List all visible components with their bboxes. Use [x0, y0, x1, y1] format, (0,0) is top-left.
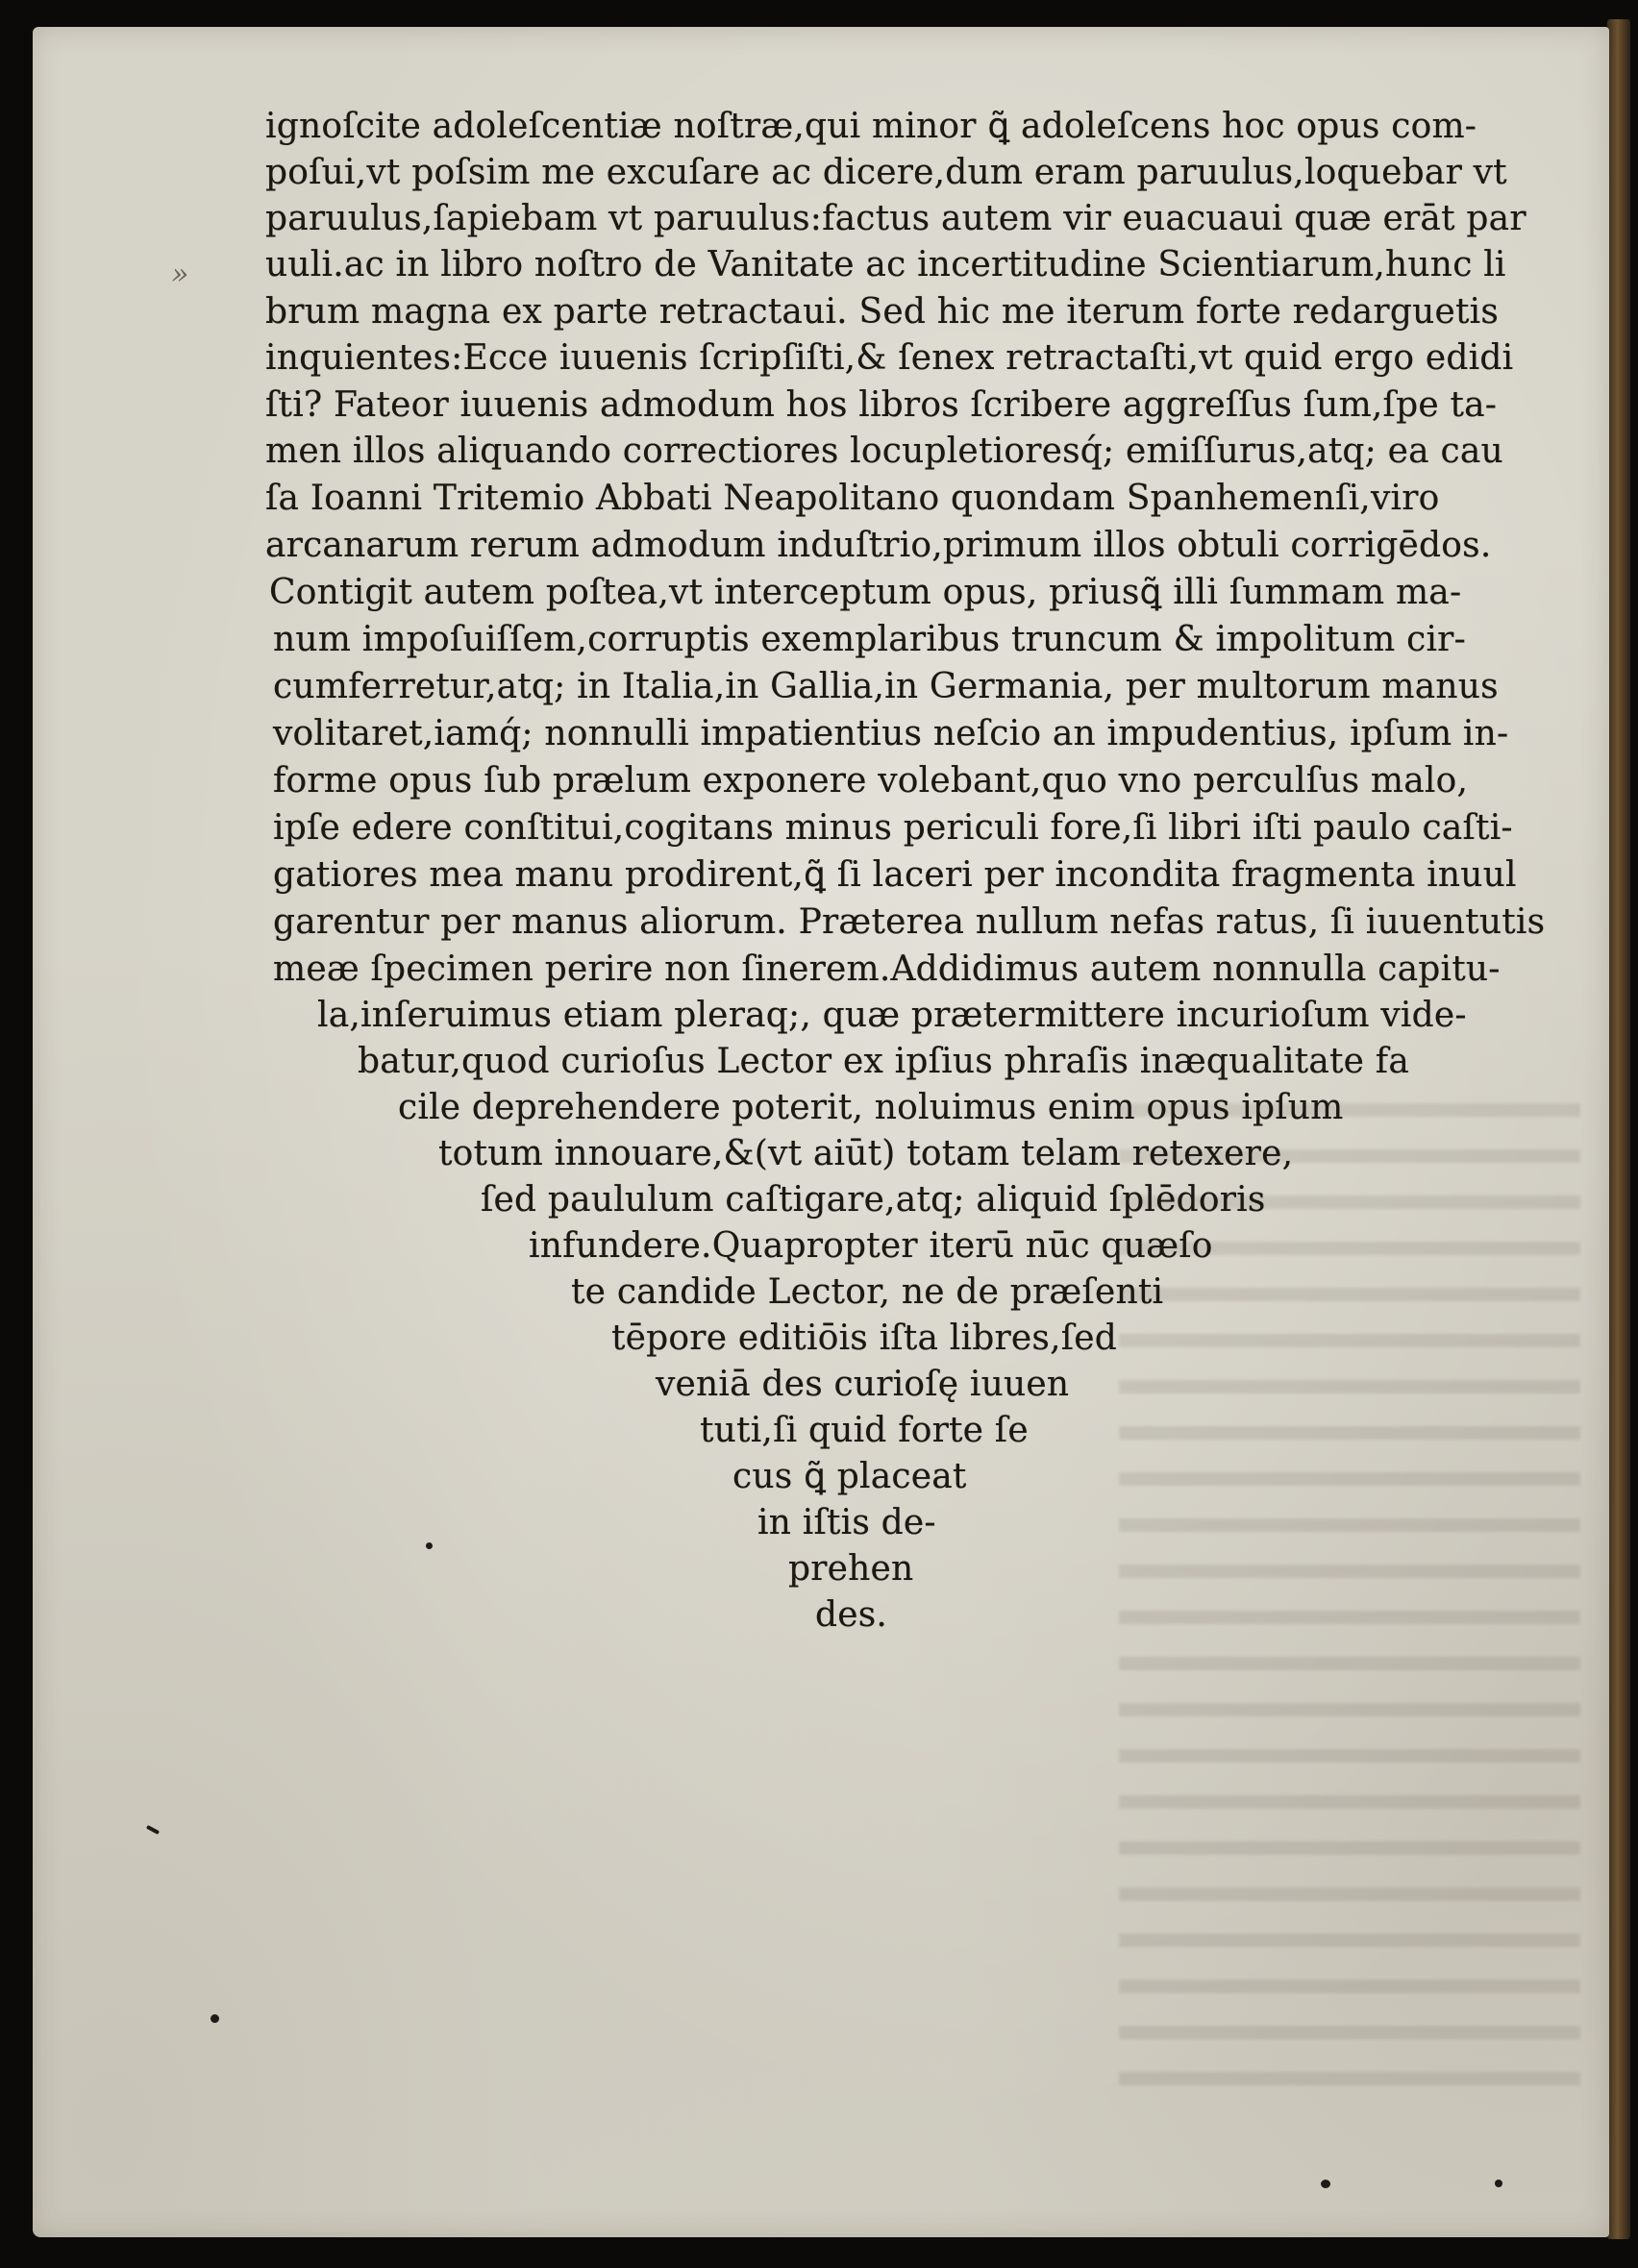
text-line: Contigit autem poſtea,vt interceptum opus, priusꝗ̃ illi ſummam ma-: [269, 573, 1462, 612]
text-line: ſa Ioanni Tritemio Abbati Neapolitano quondam Spanhemenſi,viro: [265, 479, 1440, 518]
text-line: tuti,ſi quid forte ſe: [700, 1411, 1029, 1450]
text-line: paruulus,ſapiebam vt paruulus:factus autem vir euacuaui quæ erāt par: [265, 199, 1526, 238]
text-line: la,inſeruimus etiam pleraq;, quæ prætermittere incurioſum vide-: [317, 996, 1467, 1035]
margin-mark: »: [171, 258, 189, 291]
text-line: cile deprehendere poterit, noluimus enim opus ipſum: [398, 1088, 1344, 1127]
text-line: tēpore editiōis iſta libres,ſed: [611, 1319, 1117, 1358]
ink-speck: [1495, 2180, 1502, 2187]
text-line: te candide Lector, ne de præſenti: [571, 1272, 1164, 1312]
text-line: cumferretur,atq; in Italia,in Gallia,in Germania, per multorum manus: [273, 667, 1499, 706]
text-line: num impoſuiſſem,corruptis exemplaribus truncum & impolitum cir-: [273, 620, 1466, 659]
text-line: gatiores mea manu prodirent,ꝗ̃ ſi laceri per incondita fragmenta inuul: [273, 855, 1517, 895]
text-line: ſed paululum caſtigare,atq; aliquid ſplēdoris: [481, 1180, 1266, 1220]
text-line: brum magna ex parte retractaui. Sed hic me iterum forte redarguetis: [265, 292, 1500, 332]
text-line: garentur per manus aliorum. Præterea nullum nefas ratus, ſi iuuentutis: [273, 902, 1546, 942]
text-line: ignoſcite adoleſcentiæ noſtræ,qui minor ꝗ̃ adoleſcens hoc opus com-: [265, 107, 1477, 146]
text-line: arcanarum rerum admodum induſtrio,primum illos obtuli corrigēdos.: [265, 526, 1492, 565]
ink-speck: [426, 1542, 433, 1549]
text-line: prehen: [788, 1549, 914, 1589]
text-line: in iſtis de-: [757, 1503, 936, 1542]
text-line: volitaret,iamq́; nonnulli impatientius neſcio an impudentius, ipſum in-: [273, 714, 1509, 753]
text-line: meæ ſpecimen perire non ſinerem.Addidimus autem nonnulla capitu-: [273, 949, 1501, 989]
text-line: forme opus ſub prælum exponere volebant,quo vno perculſus malo,: [273, 761, 1469, 801]
text-line: inquientes:Ecce iuuenis ſcripſiſti,& ſenex retractaſti,vt quid ergo edidi: [265, 338, 1514, 378]
text-line: infundere.Quapropter iterū nūc quæſo: [529, 1226, 1213, 1266]
text-line: ipſe edere conſtitui,cogitans minus periculi fore,ſi libri iſti paulo caſti-: [273, 808, 1513, 848]
text-line: ſti? Fateor iuuenis admodum hos libros ſcribere aggreſſus ſum,ſpe ta-: [265, 385, 1498, 425]
ink-speck: [211, 2014, 219, 2023]
text-line: men illos aliquando correctiores locupletioresq́; emiſſurus,atq; ea cau: [265, 431, 1503, 471]
text-line: totum innouare,&(vt aiūt) totam telam retexere,: [438, 1134, 1294, 1173]
text-line: poſui,vt poſsim me excuſare ac dicere,dum eram paruulus,loquebar vt: [265, 153, 1507, 192]
text-line: veniā des curioſę iuuen: [656, 1365, 1070, 1404]
text-line: des.: [815, 1595, 888, 1635]
text-line: uuli.ac in libro noſtro de Vanitate ac incertitudine Scientiarum,hunc li: [265, 245, 1506, 284]
text-line: cus ꝗ̃ placeat: [732, 1457, 967, 1496]
text-line: batur,quod curioſus Lector ex ipſius phraſis inæqualitate fa: [358, 1042, 1409, 1081]
book-binding-edge: [1607, 19, 1630, 2239]
ink-speck: [1321, 2180, 1330, 2188]
